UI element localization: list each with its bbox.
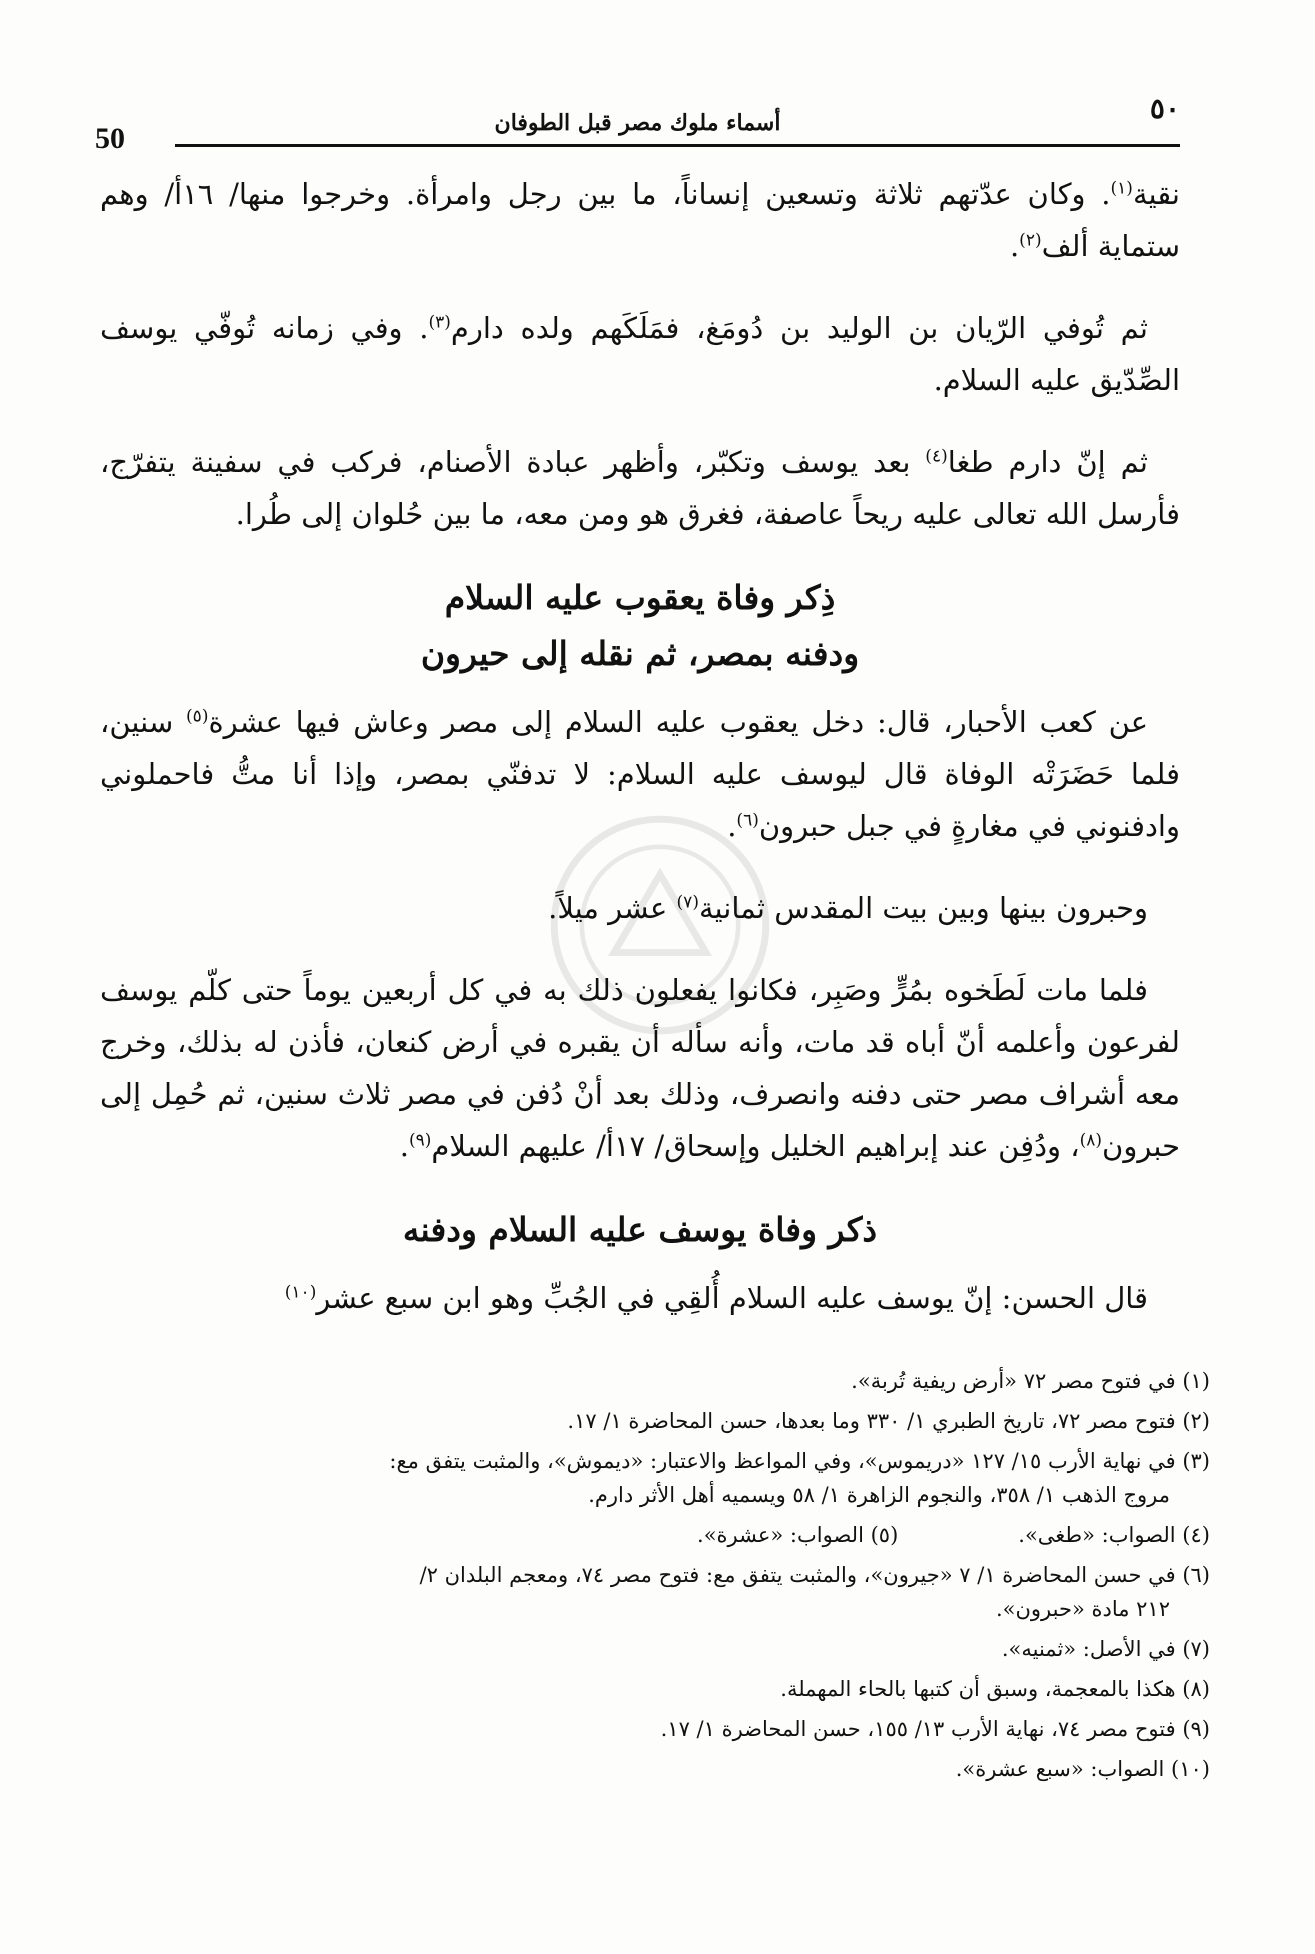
- text-run: . وكان عدّتهم ثلاثة وتسعين إنساناً، ما بين رجل وامرأة. وخرجوا منها/ ١٦أ/ وهم ستماية ألف: [100, 177, 1180, 263]
- footnote-ref[interactable]: (٥): [186, 706, 209, 727]
- paragraph-2: [100, 302, 1180, 406]
- footnote-7: (٧) في الأصل: «ثمنيه».: [1001, 1637, 1210, 1661]
- footnote-ref[interactable]: (٦): [736, 810, 759, 831]
- running-title: أسماء ملوك مصر قبل الطوفان: [494, 110, 781, 136]
- text-run: .: [727, 809, 737, 843]
- text-run: فلما مات لَطَخوه بمُرٍّ وصَبِر، فكانوا يفعلون ذلك به في كل أربعين يوماً حتى كلّم يوسف لفرعون وأعلمه أنّ أباه قد مات، وأنه سأله أن يقبره في أرض كنعان، فأذن له بذلك، وخرج معه أشراف مصر حتى دفنه وانصرف، وذلك بعد أنْ دُفن في مصر ثلاث سنين، ثم حُمِل إلى حبرون: [100, 973, 1180, 1163]
- page-header: [95, 92, 1180, 155]
- text-run: .: [1009, 229, 1020, 263]
- section-heading-jacob: [100, 570, 1180, 682]
- footnote-10: (١٠) الصواب: «سبع عشرة».: [955, 1757, 1210, 1781]
- footnote-4: (٤) الصواب: «طغى».: [1018, 1523, 1210, 1547]
- text-run: ، ودُفِن عند إبراهيم الخليل وإسحاق/ ١٧أ/ عليهم السلام: [431, 1129, 1080, 1163]
- text-run: بعد يوسف وتكبّر، وأظهر عبادة الأصنام، فركب في سفينة يتفرّج، فأرسل الله تعالى عليه ريحاً عاصفة، فغرق هو ومن معه، ما بين حُلوان إلى طُرا.: [100, 445, 1180, 531]
- footnote-2: (٢) فتوح مصر ٧٢، تاريخ الطبري ١/ ٣٣٠ وما بعدها، حسن المحاضرة ١/ ١٧.: [567, 1409, 1210, 1433]
- section-heading-joseph: ذكر وفاة يوسف عليه السلام ودفنه: [402, 1210, 878, 1249]
- text-run: عشر ميلاً.: [548, 891, 677, 925]
- text-run: .: [399, 1129, 409, 1163]
- paragraph-1: [100, 168, 1180, 272]
- paragraph-5: [100, 882, 1180, 934]
- text-run: قال الحسن: إنّ يوسف عليه السلام أُلقِي في الجُبِّ وهو ابن سبع عشر: [316, 1281, 1148, 1315]
- paragraph-6: [100, 964, 1180, 1172]
- text-run: وحبرون بينها وبين بيت المقدس ثمانية: [698, 891, 1148, 925]
- text-run: نقية: [1132, 177, 1180, 211]
- page-number-latin: 50: [95, 122, 125, 155]
- text-run: ثم إنّ دارم طغا: [947, 445, 1148, 479]
- text-run: ثم تُوفي الرّيان بن الوليد بن دُومَغ، فمَلَكَهم ولده دارم: [450, 311, 1149, 345]
- heading-line: ذِكر وفاة يعقوب عليه السلام: [444, 578, 836, 617]
- footnote-ref[interactable]: (٧): [676, 892, 699, 913]
- footnote-ref[interactable]: (٢): [1019, 230, 1042, 251]
- footnote-ref[interactable]: (١): [1110, 178, 1133, 199]
- footnote-text: (٦) في حسن المحاضرة ١/ ٧ «جيرون»، والمثبت يتفق مع: فتوح مصر ٧٤، ومعجم البلدان ٢/: [419, 1563, 1210, 1587]
- footnote-ref[interactable]: (٤): [925, 446, 948, 467]
- footnote-8: (٨) هكذا بالمعجمة، وسبق أن كتبها بالحاء المهملة.: [780, 1677, 1210, 1701]
- footnote-5: (٥) الصواب: «عشرة».: [697, 1523, 899, 1547]
- footnote-9: (٩) فتوح مصر ٧٤، نهاية الأرب ١٣/ ١٥٥، حسن المحاضرة ١/ ١٧.: [660, 1717, 1210, 1741]
- paragraph-3: [100, 436, 1180, 540]
- footnotes: [130, 1364, 1210, 1792]
- footnote-ref[interactable]: (٨): [1079, 1130, 1103, 1151]
- text-run: عن كعب الأحبار، قال: دخل يعقوب عليه السلام إلى مصر وعاش فيها عشرة: [208, 705, 1148, 739]
- footnote-row-4-5: [130, 1518, 1210, 1552]
- footnote-6: [130, 1558, 1210, 1626]
- footnote-continuation: مروج الذهب ١/ ٣٥٨، والنجوم الزاهرة ١/ ٥٨ ويسميه أهل الأثر دارم.: [588, 1483, 1170, 1507]
- footnote-1: (١) في فتوح مصر ٧٢ «أرض ريفية تُربة».: [851, 1369, 1210, 1393]
- footnote-continuation: ٢١٢ مادة «حبرون».: [995, 1597, 1170, 1621]
- footnote-ref[interactable]: (١٠): [284, 1282, 317, 1303]
- footnote-text: (٣) في نهاية الأرب ١٥/ ١٢٧ «دريموس»، وفي المواعظ والاعتبار: «ديموش»، والمثبت يتفق مع:: [389, 1449, 1210, 1473]
- footnote-ref[interactable]: (٩): [408, 1130, 432, 1151]
- paragraph-4: [100, 696, 1180, 852]
- text-run: . وفي زمانه تُوفّي يوسف الصِّدّيق عليه السلام.: [100, 311, 1180, 397]
- page-number-arabic: ٥٠: [1149, 92, 1180, 125]
- paragraph-7: [100, 1272, 1180, 1324]
- header-rule: [175, 144, 1180, 147]
- text-run: سنين، فلما حَضَرَتْه الوفاة قال ليوسف عليه السلام: لا تدفنّي بمصر، وإذا أنا متُّ فاحملوني وادفنوني في مغارةٍ في جبل حبرون: [100, 705, 1180, 843]
- footnote-3: [130, 1444, 1210, 1512]
- footnote-ref[interactable]: (٣): [428, 312, 451, 333]
- heading-line: ودفنه بمصر، ثم نقله إلى حيرون: [420, 634, 860, 673]
- main-text: [100, 168, 1180, 1354]
